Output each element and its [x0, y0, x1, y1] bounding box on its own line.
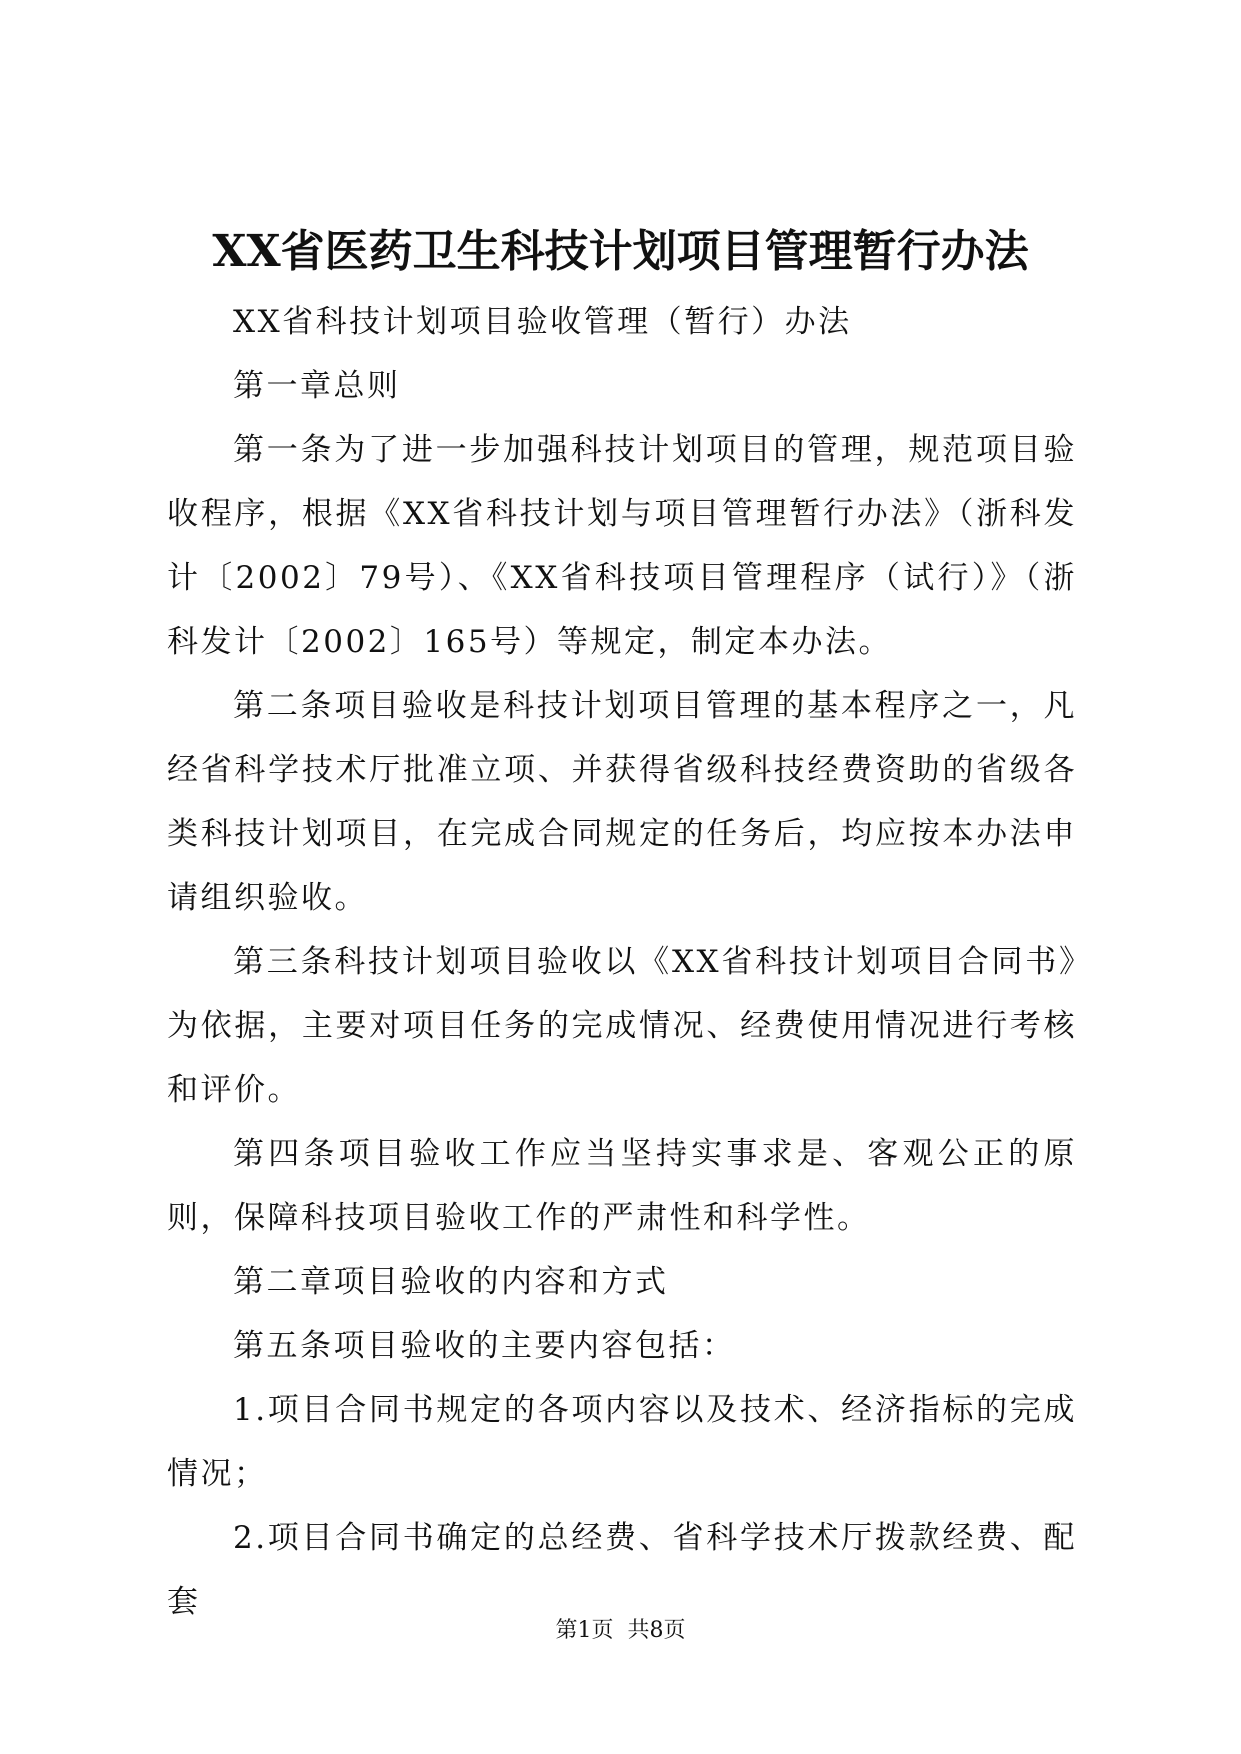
paragraph-article-3: 第三条科技计划项目验收以《XX省科技计划项目合同书》为依据，主要对项目任务的完成情况、经费使用情况进行考核和评价。 [167, 944, 1077, 1108]
page-label-suffix: 页 [591, 1618, 614, 1643]
page-label-prefix: 第 [555, 1618, 578, 1643]
paragraph-article-2: 第二条项目验收是科技计划项目管理的基本程序之一，凡经省科学技术厅批准立项、并获得省级科技经费资助的省级各类科技计划项目，在完成合同规定的任务后，均应按本办法申请组织验收。 [167, 688, 1077, 916]
total-prefix: 共 [627, 1618, 650, 1643]
paragraph-item-2: 2.项目合同书确定的总经费、省科学技术厅拨款经费、配套 [167, 1520, 1077, 1620]
total-pages: 8 [649, 1618, 664, 1643]
total-suffix: 页 [663, 1618, 686, 1643]
paragraph-chapter-1: 第一章总则 [233, 368, 401, 404]
paragraph-article-1: 第一条为了进一步加强科技计划项目的管理，规范项目验收程序，根据《XX省科技计划与项目管理暂行办法》（浙科发计〔2002〕79号）、《XX省科技项目管理程序（试行）》（浙科发计〔2002〕165号）等规定，制定本办法。 [167, 432, 1077, 660]
paragraph-chapter-2: 第二章项目验收的内容和方式 [233, 1264, 669, 1300]
paragraph-item-1: 1.项目合同书规定的各项内容以及技术、经济指标的完成情况； [167, 1392, 1077, 1492]
page-footer [0, 1616, 1241, 1646]
paragraph-subtitle: XX省科技计划项目验收管理（暂行）办法 [233, 304, 852, 340]
document-body [167, 290, 1077, 1634]
paragraph-article-5: 第五条项目验收的主要内容包括： [233, 1328, 736, 1364]
paragraph-article-4: 第四条项目验收工作应当坚持实事求是、客观公正的原则，保障科技项目验收工作的严肃性和科学性。 [167, 1136, 1077, 1236]
document-title: XX省医药卫生科技计划项目管理暂行办法 [212, 226, 1029, 277]
page-number: 1 [577, 1618, 592, 1643]
